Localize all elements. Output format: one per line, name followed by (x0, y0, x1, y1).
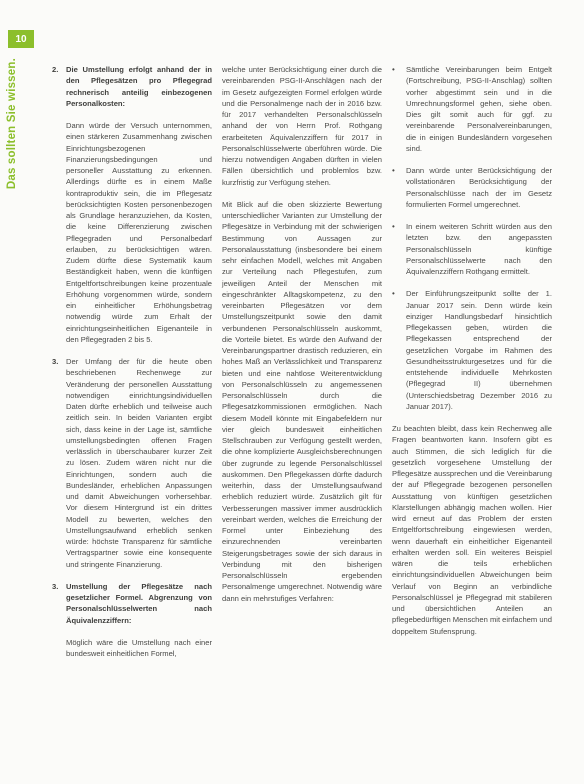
side-label: Das sollten Sie wissen. (6, 58, 18, 190)
text-column-3 (392, 64, 552, 648)
bullet-text: Dann würde unter Berücksichtigung der vollstationären Berücksichtigung der Personalschlüsse nach der im Gesetz formulierten Formel umgerechnet. (406, 166, 552, 209)
paragraph: Mit Blick auf die oben skizzierte Bewertung unterschiedlicher Varianten zur Umstellung der Pflegesätze in Verbindung mit der schwierigen Bestimmung von Aussagen zur Personalausstattung (insbesondere bei einem sehr einfachen Modell, welches mit Angaben zur Verteilung nach Pflegestufen, zum jeweiligen Anteil der Menschen mit eingeschränkter Alltagskompetenz, zu den vereinbarten Pflegesätzen vor dem Umstellungszeitpunkt sowie den damit verbundenen Personalschlüsseln auskommt, die Vorteile bietet. Es würde den Aufwand der Vereinbarungspartner drastisch reduzieren, ein hohes Maß an Verlässlichkeit und Transparenz bieten und eine nahtlose Weiterentwicklung von Personalschlüsseln zu angemessenen Personalschlüsseln durch die Pflegesatzkommissionen ermöglichen. Nach diesem Modell könnte mit Eingabefeldern nur vier gleich bundesweit einheitlichen Stellschrauben zur Verfügung gestellt werden, die ohne komplizierte Ausgleichsberechnungen über zugrunde zu legende Personalschlüssel auskommen. Den Pflegekassen dürfte dadurch weiterhin, dass der Umstellungsaufwand erheblich reduziert würde. Zusätzlich gilt für Verbesserungen massiver immer ausdrücklich vereinbart werden, welches die Erreichung der Formel unter Einbeziehung des einzurechnenden vereinbarten Steigerungsbetrages sowie der sich daraus in Verbindung mit den bisherigen Personalschlüsseln ergebenden Personalmenge umgerechnet. Notwendig wäre dann ein mehrstufiges Verfahren: (222, 199, 382, 603)
bullet-item (392, 64, 552, 154)
page-number-badge (8, 30, 34, 48)
bullet-text: Sämtliche Vereinbarungen beim Entgelt (Fortschreibung, PSG-II-Anschlag) sollten vorher abgestimmt sein und in die Umrechnungsformel gehen, siehe oben. Dies gilt somit auch für ggf. zu vereinbarende Personalvereinbarungen, die in einigen Bundesländern vorgesehen sind. (406, 65, 552, 153)
paragraph: Der Umfang der für die heute oben beschriebenen Rechenwege zur Veränderung der personellen Ausstattung notwendigen einrichtungsindividuellen Daten dürfte erheblich und teilweise auch zeitlich sein. In beiden Varianten ergibt sich, dass keine in der Lage ist, sämtliche umstellungsbedingten offenen Fragen verlässlich in überschaubarer kurzer Zeit zu lösen. Zudem wären nicht nur die Einrichtungen, sondern auch die Bundesländer, erheblichen Anpassungen und damit Abweichungen vorhersehbar. Vor diesem Hintergrund ist ein drittes Modell zu bewerten, welches den Umstellungsaufwand erheblich senken würde: höchste Transparenz für sämtliche Vertragspartner sowie eine konsequente und stringente Finanzierung. (66, 357, 212, 569)
page-number: 10 (15, 33, 27, 45)
text-column-1 (52, 64, 212, 670)
paragraph: welche unter Berücksichtigung einer durch die vereinbarenden PSG-II-Anschlägen nach der im Gesetz aufgezeigten Formel erfolgen würde und die Personalmenge nach der in 2016 bzw. für 2017 verhandelten Personalschlüsseln anhand der von Herrn Prof. Rothgang erarbeiteten Äquivalenzziffern für 2017 in Personalschlüsselwerte überführen würde. Die hierzu notwendigen Angaben dürften in vielen Fällen übersichtlich und problemlos bzw. kurzfristig zur Verfügung stehen. (222, 65, 382, 187)
paragraph: Zu beachten bleibt, dass kein Rechenweg alle Fragen beantworten kann. Insofern gibt es auch Stimmen, die sich lediglich für die gesetzlich vorgesehene Umstellung der Pflegesätze aussprechen und die Vereinbarung der auf Pflegegrade bezogenen personellen Ausstattung von künftigen gesetzlichen Klarstellungen abhängig machen wollen. Hier wird erneut auf das Problem der ersten Entgeltfortschreibung eingewiesen werden, wenn dauerhaft ein einheitlicher Eigenanteil erhalten werden soll. Ein weiteres Beispiel wären die teils erheblichen einrichtungsindividuellen Abweichungen beim Verlauf von Beginn an verbindliche Personalschlüssel je Pflegegrad mit stabileren und übersichtlichen Anteilen an pflegebedürftigen Menschen mit einfachem und doppeltem Stufensprung. (392, 424, 552, 636)
list-item-3b (52, 581, 212, 660)
list-item-heading: Umstellung der Pflegesätze nach gesetzlicher Formel. Abgrenzung von Personalschlüsselwerten nach Äquivalenzziffern: (66, 581, 212, 625)
text-column-2 (222, 64, 382, 615)
list-number: 3. (52, 581, 59, 591)
bullet-icon: • (392, 166, 395, 175)
bullet-text: Der Einführungszeitpunkt sollte der 1. Januar 2017 sein. Denn würde kein einziger Handlungsbedarf hinsichtlich Pflegekassen geben, würden die Pflegekassen entsprechend der gesetzlichen Vorgabe im Rahmen des Gesundheitsstrukturgesetzes und für die entstehende individuelle Mehrkosten (Pflegegrad II) übernehmen (Unterschiedsbetrag Dezember 2016 zu Januar 2017). (406, 289, 552, 411)
bullet-icon: • (392, 65, 395, 74)
bullet-item (392, 288, 552, 412)
paragraph: Möglich wäre die Umstellung nach einer bundesweit einheitlichen Formel, (66, 637, 212, 658)
list-number: 2. (52, 65, 59, 74)
side-label-tab (4, 58, 20, 190)
bullet-icon: • (392, 289, 395, 299)
bullet-text: In einem weiteren Schritt würden aus den letzten bzw. den angepassten Personalschlüsseln künftige Personalschlüsselwerte nach den Äquivalenzziffern Rothgang ermittelt. (406, 222, 552, 276)
bullet-icon: • (392, 222, 395, 231)
bullet-item (392, 221, 552, 277)
list-number: 3. (52, 357, 59, 366)
list-item-3 (52, 356, 212, 570)
list-item-heading: Die Umstellung erfolgt anhand der in den Pflegesätzen pro Pflegegrad rechnerisch anteilig einbezogenen Personalkosten: (66, 65, 212, 108)
bullet-item (392, 165, 552, 210)
list-item-2 (52, 64, 212, 345)
paragraph: Dann würde der Versuch unternommen, einen stärkeren Zusammenhang zwischen Einrichtungsbezogenen Finanzierungsbedingungen und personeller Ausstattung zu erkennen. Allerdings dürfte es in einem Maße kontraproduktiv sein, die im Pflegesatz berücksichtigten Kosten personenbezogen als Grundlage heranzuziehen, da Kosten, die keine Differenzierung zwischen Pflegegraden und Personalbedarf erlauben, zu berücksichtigen wären. Zudem dürfte diese Systematik kaum Beständigkeit haben, wenn die künftigen Entgeltfortschreibungen keine prozentuale Erhöhung vorgenommen würde, sondern ein einheitlicher Erhöhungsbetrag notwendig würde zum Erhalt der einrichtungseinheitlichen Eigenanteile in den Pflegegraden 2 bis 5. (66, 121, 212, 344)
